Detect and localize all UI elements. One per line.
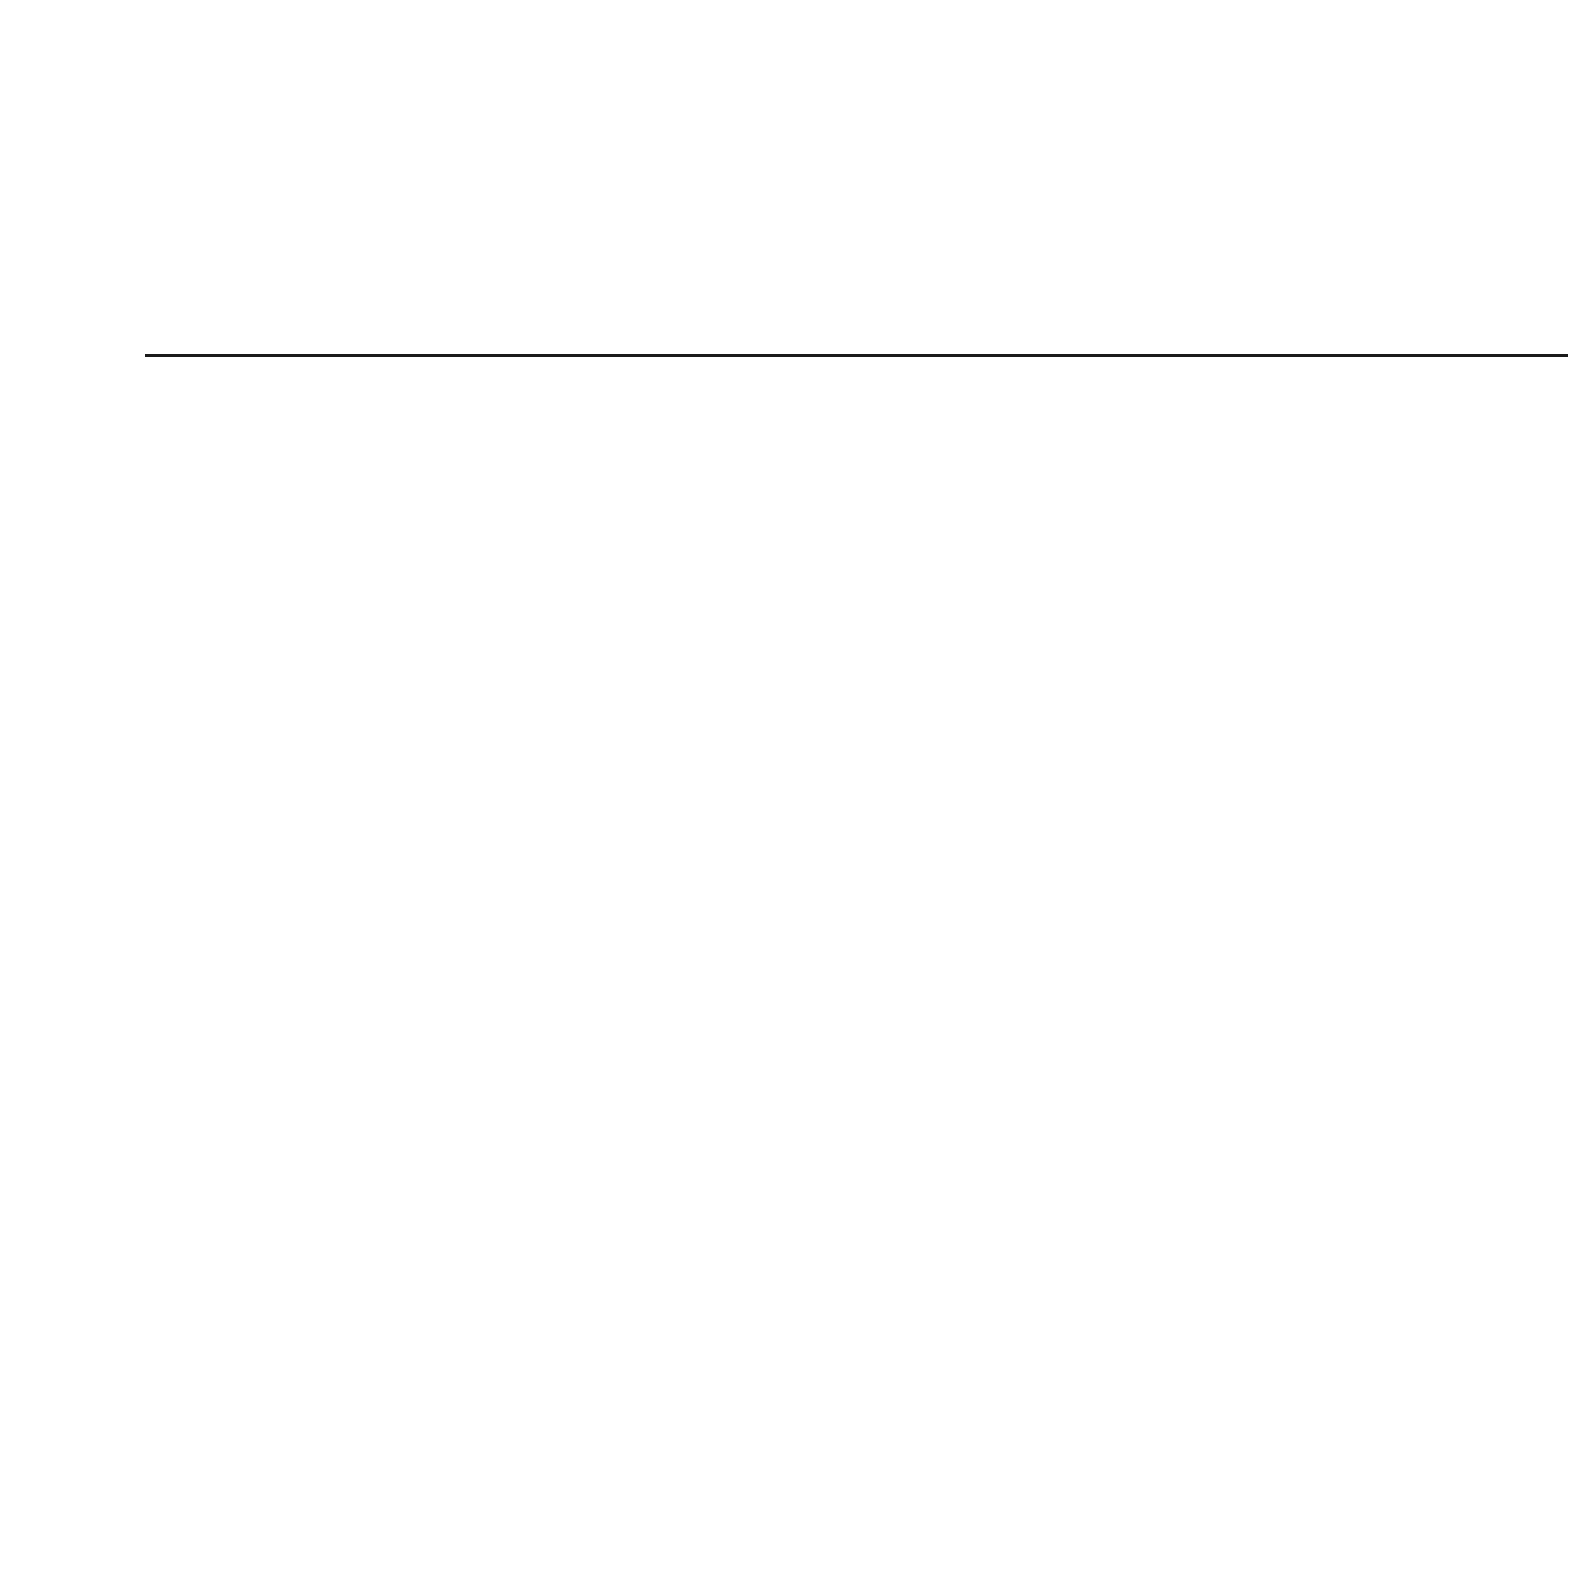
table-header: [800, 330, 1430, 367]
page-titles: [306, 190, 806, 196]
table-header: [145, 330, 790, 367]
floss-table-right: [800, 330, 1430, 367]
floss-table-left: [145, 330, 790, 367]
